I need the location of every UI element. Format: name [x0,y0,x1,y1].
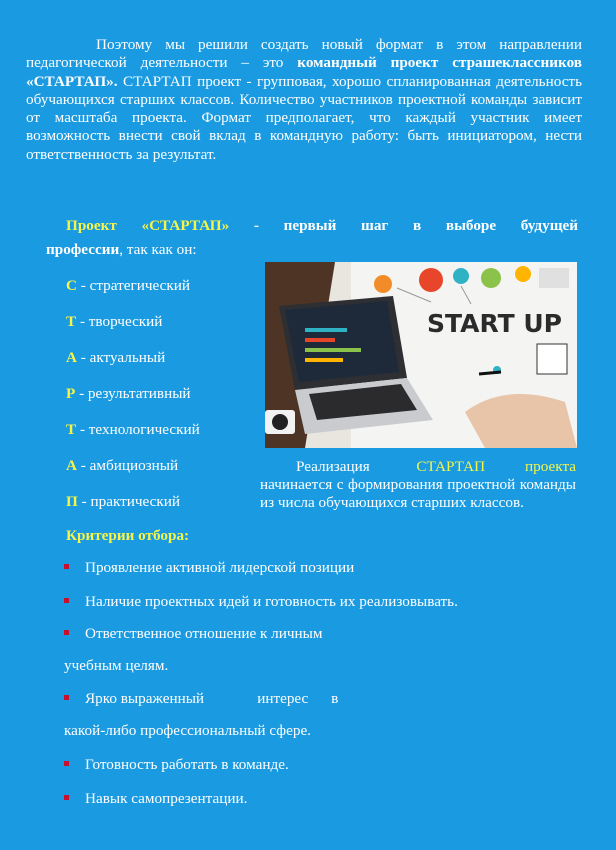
acronym-word: - творческий [76,313,163,330]
acronym-item [66,492,180,512]
criteria-item-text: Ярко выраженный интерес в [85,690,339,707]
bullet-icon [64,695,69,700]
startup-photo [265,262,577,448]
bullet-icon [64,564,69,569]
bullet-icon [64,795,69,800]
criteria-item-text: Готовность работать в команде. [85,756,289,773]
headline-line2-rest: , так как он: [119,241,197,258]
intro-part1: Поэтому мы решили создать новый формат в этом направлении педагогической деятельности – это [26,36,582,72]
acronym-letter: А [66,349,77,366]
criteria-item [64,689,338,709]
headline-rest: - первый шаг в выборе будущей [229,217,579,234]
criteria-title: Критерии отбора: [66,527,190,544]
acronym-word: - актуальный [76,349,166,366]
criteria-item-text: Навык самопрезентации. [85,790,248,807]
criteria-item [64,789,247,809]
criteria-item [64,624,322,644]
bullet-icon [64,761,69,766]
criteria-item [64,755,289,775]
acronym-word: - практический [77,493,181,510]
bullet-icon [64,598,69,603]
intro-part2: СТАРТАП проект - групповая, хорошо спланированная деятельность обучающихся старших классов. Количество участников проектной команды зависит от масштаба проекта. Формат предполагает, что каждый участник имеет возможность внести свой вклад в командную работу: быть инициатором, нести ответственность за результат. [26,72,582,163]
acronym-letter: С [66,277,77,294]
criteria-item-continuation: какой-либо профессиональный сфере. [64,722,311,739]
implementation-project: проекта [525,458,577,475]
acronym-word: - стратегический [76,277,190,294]
implementation-rest: начинается с формирования проектной команды из числа обучающихся старших классов. [260,476,576,511]
acronym-item [66,276,190,296]
intro-paragraph [26,36,582,164]
project-headline-line2 [46,240,197,260]
criteria-item-continuation: учебным целям. [64,657,169,674]
acronym-item [66,384,191,404]
acronym-item [66,312,162,332]
acronym-word: - амбициозный [76,457,179,474]
implementation-word: Реализация [296,458,370,475]
bullet-icon [64,630,69,635]
acronym-letter: Т [66,421,77,438]
acronym-word: - технологический [76,421,200,438]
acronym-letter: П [66,493,78,510]
whiteboard-text: START UP [427,309,562,338]
project-headline [66,216,578,236]
implementation-paragraph [260,458,576,512]
criteria-item-text: Ответственное отношение к личным [85,625,323,642]
project-name: Проект «СТАРТАП» [66,217,230,234]
acronym-word: - результативный [75,385,191,402]
acronym-letter: А [66,457,77,474]
criteria-item [64,592,458,612]
criteria-item [64,558,354,578]
criteria-item-text: Проявление активной лидерской позиции [85,559,355,576]
implementation-startup: СТАРТАП [416,458,486,475]
acronym-item [66,420,200,440]
criteria-item-text: Наличие проектных идей и готовность их реализовывать. [85,593,458,610]
acronym-letter: Т [66,313,77,330]
acronym-item [66,348,165,368]
acronym-letter: Р [66,385,76,402]
acronym-item [66,456,178,476]
intro-bold: командный проект страшеклассников «СТАРТАП». [26,54,582,90]
headline-profession: профессии [46,241,120,258]
